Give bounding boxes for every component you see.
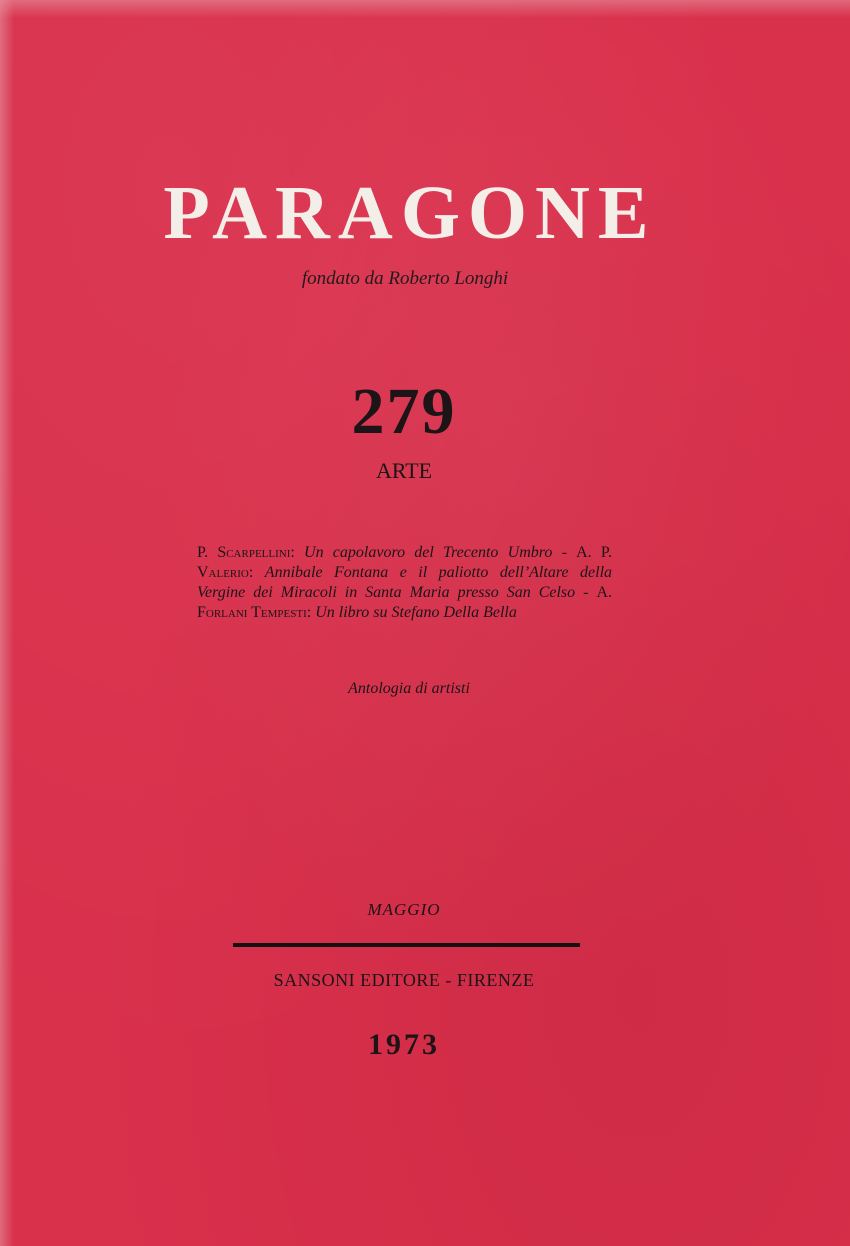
- contents-work: Un capolavoro del Trecento Umbro -: [304, 544, 567, 561]
- magazine-title: PARAGONE: [163, 171, 657, 255]
- section-label: ARTE: [375, 458, 433, 483]
- contents-author: P. Scarpellini:: [197, 544, 295, 561]
- cover-edge-wear-top: [0, 0, 850, 18]
- contents-author: A. Forlani Tempesti:: [197, 584, 613, 621]
- divider-rule: [233, 943, 580, 947]
- contents-work: Annibale Fontana e il paliotto dell’Altare della Vergine dei Miracoli in Santa Maria presso San Celso -: [197, 564, 613, 601]
- issue-year: 1973: [368, 1028, 440, 1061]
- table-of-contents: [197, 543, 612, 623]
- publisher-line: SANSONI EDITORE - FIRENZE: [273, 970, 535, 990]
- anthology-note: Antologia di artisti: [348, 680, 470, 697]
- contents-author: A. P. Valerio:: [197, 544, 612, 581]
- issue-month: MAGGIO: [367, 900, 441, 919]
- contents-work: Un libro su Stefano Della Bella: [315, 604, 517, 621]
- founder-subtitle: fondato da Roberto Longhi: [301, 268, 509, 289]
- issue-number: 279: [351, 375, 457, 448]
